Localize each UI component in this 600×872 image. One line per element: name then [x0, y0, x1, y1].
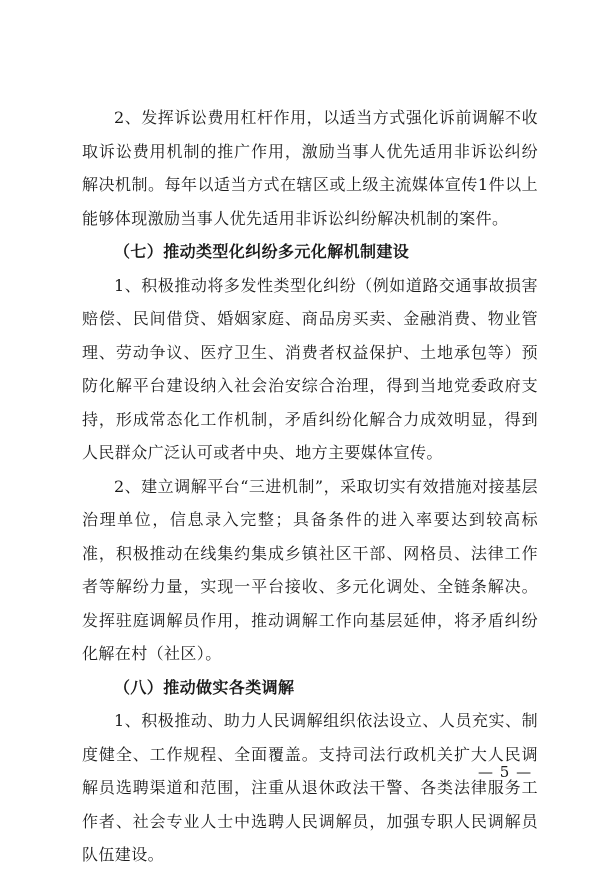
document-body	[82, 101, 538, 872]
paragraph-three-entry-mechanism: 2、建立调解平台“三进机制”，采取切实有效措施对接基层治理单位，信息录入完整；具备条件的进入率要达到较高标准，积极推动在线集约集成乡镇社区干部、网格员、法律工作者等解纷力量，实现一平台接收、多元化调处、全链条解决。发挥驻庭调解员作用，推动调解工作向基层延伸，将矛盾纠纷化解在村（社区）。	[82, 476, 538, 663]
page-number: — 5 —	[478, 763, 533, 781]
paragraph-typed-disputes: 1、积极推动将多发性类型化纠纷（例如道路交通事故损害赔偿、民间借贷、婚姻家庭、商品房买卖、金融消费、物业管理、劳动争议、医疗卫生、消费者权益保护、土地承包等）预防化解平台建设纳入社会治安综合治理，得到当地党委政府支持，形成常态化工作机制，矛盾纠纷化解合力成效明显，得到人民群众广泛认可或者中央、地方主要媒体宣传。	[82, 275, 538, 462]
paragraph-people-mediation: 1、积极推动、助力人民调解组织依法设立、人员充实、制度健全、工作规程、全面覆盖。支持司法行政机关扩大人民调解员选聘渠道和范围，注重从退休政法干警、各类法律服务工作者、社会专业人士中选聘人民调解员，加强专职人民调解员队伍建设。	[82, 711, 538, 864]
section-heading-7: （七）推动类型化纠纷多元化解机制建设	[114, 242, 410, 261]
paragraph-litigation-fee: 2、发挥诉讼费用杠杆作用，以适当方式强化诉前调解不收取诉讼费用机制的推广作用，激励当事人优先适用非诉讼纠纷解决机制。每年以适当方式在辖区或上级主流媒体宣传1件以上能够体现激励当事人优先适用非诉讼纠纷解决机制的案件。	[82, 108, 538, 228]
section-heading-8: （八）推动做实各类调解	[114, 677, 295, 697]
